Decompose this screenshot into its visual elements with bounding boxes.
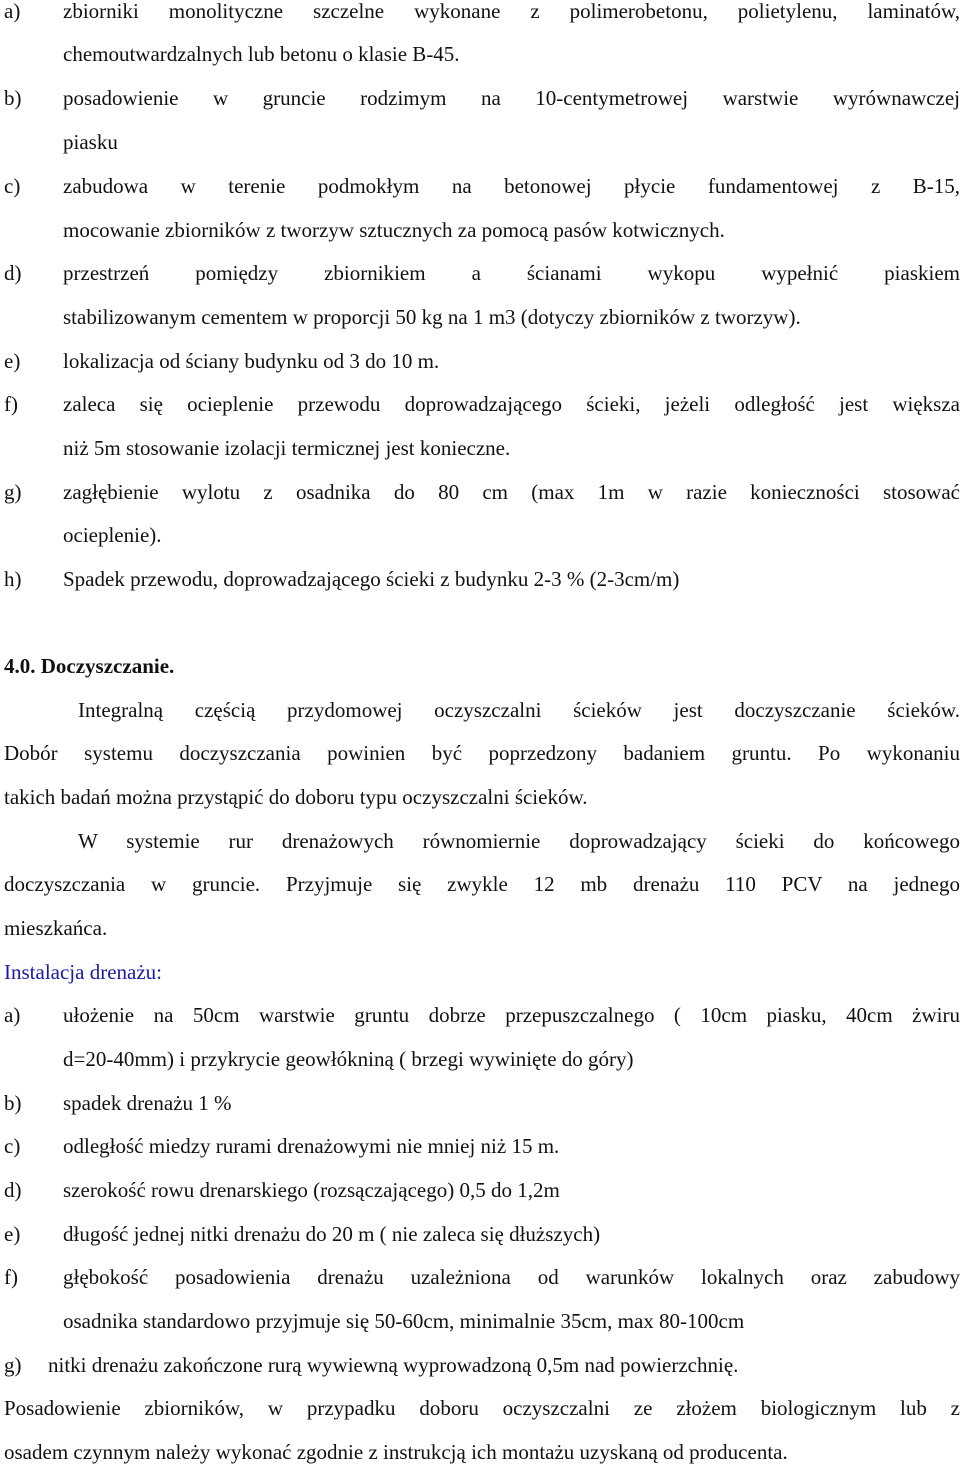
list-item-text: nitki drenażu zakończone rurą wywiewną wyprowadzoną 0,5m nad powierzchnię. [48,1353,739,1377]
list-item-text: lokalizacja od ściany budynku od 3 do 10 m. [63,349,440,373]
list-item-text: zabudowa w terenie podmokłym na betonowej płycie fundamentowej z B-15, [63,174,960,198]
list-marker: d) [4,261,22,285]
list-item-text: ocieplenie). [63,523,162,547]
subheading: Instalacja drenażu: [4,960,162,984]
paragraph-line: doczyszczania w gruncie. Przyjmuje się zwykle 12 mb drenażu 110 PCV na jednego [4,872,960,896]
paragraph-line: mieszkańca. [4,916,108,940]
list-marker: h) [4,567,22,591]
list-item-text: chemoutwardzalnych lub betonu o klasie B-45. [63,42,460,66]
list-marker: c) [4,174,21,198]
list-item-text: d=20-40mm) i przykrycie geowłókniną ( brzegi wywinięte do góry) [63,1047,634,1071]
list-marker: b) [4,1091,22,1115]
list-item-text: osadnika standardowo przyjmuje się 50-60cm, minimalnie 35cm, max 80-100cm [63,1309,745,1333]
list-item-text: stabilizowanym cementem w proporcji 50 kg na 1 m3 (dotyczy zbiorników z tworzyw). [63,305,801,329]
list-marker: g) [4,1353,22,1377]
list-marker: f) [4,1265,18,1289]
list-marker: a) [4,0,21,23]
list-item-text: spadek drenażu 1 % [63,1091,232,1115]
paragraph-line: Posadowienie zbiorników, w przypadku doboru oczyszczalni ze złożem biologicznym lub z [4,1396,960,1420]
list-marker: e) [4,1222,21,1246]
list-item-text: zagłębienie wylotu z osadnika do 80 cm (max 1m w razie konieczności stosować [63,480,960,504]
list-marker: e) [4,349,21,373]
list-item-text: zaleca się ocieplenie przewodu doprowadzającego ścieki, jeżeli odległość jest większa [63,392,960,416]
list-marker: g) [4,480,22,504]
paragraph-line: Dobór systemu doczyszczania powinien być poprzedzony badaniem gruntu. Po wykonaniu [4,741,960,765]
list-item-text: odległość miedzy rurami drenażowymi nie mniej niż 15 m. [63,1134,560,1158]
list-item-text: posadowienie w gruncie rodzimym na 10-centymetrowej warstwie wyrównawczej [63,86,960,110]
paragraph-line: Integralną częścią przydomowej oczyszczalni ścieków jest doczyszczanie ścieków. [78,698,960,722]
list-item-text: szerokość rowu drenarskiego (rozsączającego) 0,5 do 1,2m [63,1178,560,1202]
list-marker: f) [4,392,18,416]
paragraph-line: osadem czynnym należy wykonać zgodnie z instrukcją ich montażu uzyskaną od producenta. [4,1440,788,1464]
list-item-text: Spadek przewodu, doprowadzającego ścieki z budynku 2-3 % (2-3cm/m) [63,567,680,591]
list-item-text: mocowanie zbiorników z tworzyw sztucznych za pomocą pasów kotwicznych. [63,218,725,242]
list-marker: a) [4,1003,21,1027]
list-item-text: głębokość posadowienia drenażu uzależniona od warunków lokalnych oraz zabudowy [63,1265,960,1289]
paragraph-line: takich badań można przystąpić do doboru typu oczyszczalni ścieków. [4,785,588,809]
list-item-text: piasku [63,130,118,154]
list-item-text: przestrzeń pomiędzy zbiornikiem a ścianami wykopu wypełnić piaskiem [63,261,960,285]
list-marker: b) [4,86,22,110]
list-item-text: długość jednej nitki drenażu do 20 m ( nie zaleca się dłuższych) [63,1222,601,1246]
list-item-text: ułożenie na 50cm warstwie gruntu dobrze przepuszczalnego ( 10cm piasku, 40cm żwiru [63,1003,960,1027]
paragraph-line: W systemie rur drenażowych równomiernie doprowadzający ścieki do końcowego [78,829,960,853]
list-marker: d) [4,1178,22,1202]
list-marker: c) [4,1134,21,1158]
list-item-text: niż 5m stosowanie izolacji termicznej jest konieczne. [63,436,511,460]
list-item-text: zbiorniki monolityczne szczelne wykonane z polimerobetonu, polietylenu, laminatów, [63,0,960,23]
section-heading: 4.0. Doczyszczanie. [4,654,175,678]
